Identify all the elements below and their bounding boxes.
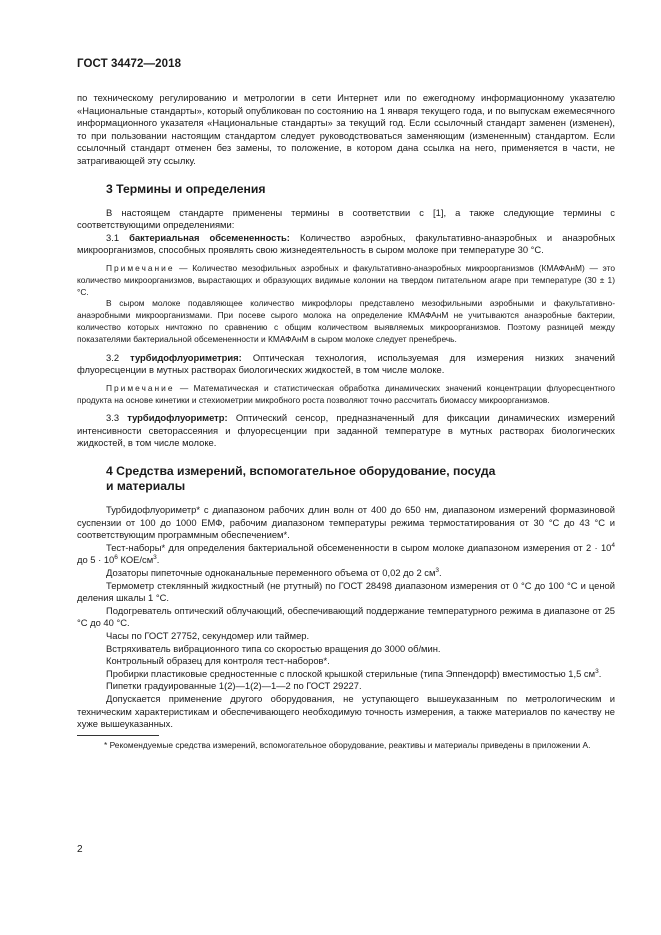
- text: .: [439, 567, 442, 579]
- paragraph-heater: Подогреватель оптический облучающий, обеспечивающий поддержание температурного режима в диапазоне от 25 °С до 40 °С.: [77, 604, 615, 629]
- footnote-divider: [77, 735, 159, 736]
- paragraph-control-sample: Контрольный образец для контроля тест-наборов*.: [106, 655, 330, 667]
- footnote: * Рекомендуемые средства измерений, вспомогательное оборудование, реактивы и материалы приведены в приложении А.: [104, 739, 591, 750]
- paragraph-test-kits: [77, 542, 615, 567]
- section-4-heading: [77, 464, 615, 494]
- note-text: — Количество мезофильных аэробных и факультативно-анаэробных микроорганизмов (КМАФАнМ) — это количество микроорганизмов, вырастающих и образующих видимые колонии на твердом питательном агаре при температуре (30 ± 1) °С.: [77, 262, 616, 297]
- exponent: 4: [611, 541, 615, 549]
- term-3-3: [77, 412, 615, 450]
- term-number: 3.1: [106, 231, 120, 243]
- paragraph-pipettes: Пипетки градуированные 1(2)—1(2)—1—2 по ГОСТ 29227.: [106, 680, 362, 692]
- text: .: [598, 667, 602, 679]
- paragraph-dispensers: [77, 567, 615, 580]
- exponent: 3: [153, 554, 157, 562]
- term-definition: Количество аэробных, факультативно-анаэробных и анаэробных микроорганизмов, способных проявлять свою жизнедеятельность в сыром молоке при температуре 30 °С.: [77, 231, 616, 256]
- heading-line-2: и материалы: [106, 479, 186, 494]
- term-definition: Оптический сенсор, предназначенный для фиксации динамических измерений интенсивности светорассеяния и флуоресценции при заданной температуре в мутных растворах биологических жидкостей, в том числе молоке.: [77, 412, 616, 449]
- section-3-heading: 3 Термины и определения: [106, 181, 266, 196]
- term-3-1: [77, 232, 615, 257]
- term-name: бактериальная обсемененность:: [129, 231, 290, 243]
- note-3-1-continuation: В сыром молоке подавляющее количество микрофлоры представлено мезофильными аэробными и факультативно-анаэробными микроорганизмами. При посеве сырого молока на определение КМАФАнМ не учитываются анаэробные бактерии, количество которых ничтожно по сравнению с общим количеством выявляемых микроорганизмов. Поэтому разницей между показателями бактериальной обсемененности и КМАФАнМ в сыром молоке следует пренебречь.: [77, 298, 615, 344]
- text: Пробирки пластиковые средностенные с плоской крышкой стерильные (типа Эппендорф) вместимостью 1,5 см: [106, 667, 596, 679]
- exponent: 3: [595, 667, 599, 675]
- paragraph-alternatives: Допускается применение другого оборудования, не уступающего вышеуказанным по метрологическим и техническим характеристикам и обеспечивающего необходимую точность измерения, а также материалов по качеству не хуже вышеуказанных.: [77, 692, 615, 730]
- text: Тест-наборы* для определения бактериальной обсемененности в сыром молоке диапазоном измерения от 2 · 10: [106, 541, 612, 553]
- term-3-2: [77, 352, 615, 377]
- note-label: Примечание: [106, 262, 175, 273]
- term-number: 3.2: [106, 351, 120, 363]
- term-number: 3.3: [106, 412, 120, 424]
- paragraph-turbidofluorimeter: Турбидофлуориметр* с диапазоном рабочих длин волн от 400 до 650 нм, диапазоном измерений формазиновой суспензии от 100 до 1000 ЕМФ, рабочим диапазоном температуры режима термостатирования от 30 °С до 43 °С и соответствующим программным обеспечением*.: [77, 504, 615, 541]
- term-name: турбидофлуориметр:: [127, 412, 228, 424]
- term-name: турбидофлуориметрия:: [130, 351, 242, 363]
- document-body: [77, 92, 615, 752]
- document-header: ГОСТ 34472—2018: [77, 58, 182, 70]
- intro-paragraph: по техническому регулированию и метрологии в сети Интернет или по ежегодному информационному указателю «Национальные стандарты», который опубликован по состоянию на 1 января текущего года, и по выпускам ежемесячного информационного указателя «Национальные стандарты» за текущий год. Если ссылочный стандарт заменен (изменен), то при пользовании настоящим стандартом следует руководствоваться заменяющим (измененным) стандартом. Если ссылочный стандарт отменен без замены, то положение, в котором дана ссылка на него, применяется в части, не затрагивающей эту ссылку.: [77, 92, 615, 166]
- note-label: Примечание: [106, 382, 175, 393]
- text: Дозаторы пипеточные одноканальные переменного объема от 0,02 до 2 см: [106, 567, 436, 579]
- exponent: 6: [114, 554, 118, 562]
- exponent: 3: [435, 566, 440, 574]
- text: до 5 · 10: [77, 554, 115, 566]
- text: .: [156, 554, 160, 566]
- term-definition: Оптическая технология, используемая для измерения низких значений флуоресценции в мутных растворах биологических жидкостей, в том числе молоке.: [77, 351, 616, 376]
- section-3-intro: В настоящем стандарте применены термины в соответствии с [1], а также следующие термины с соответствующими определениями:: [77, 206, 615, 231]
- note-text: — Математическая и статистическая обработка динамических значений концентрации флуоресцентного продукта на основе кинетики и стехиометрии микробного роста позволяют точно рассчитать биомассу микроорганизмов.: [77, 382, 615, 405]
- note-3-1: [77, 263, 615, 298]
- paragraph-tubes: [77, 668, 615, 681]
- note-3-2: [77, 383, 615, 407]
- paragraph-clock: Часы по ГОСТ 27752, секундомер или таймер.: [106, 630, 310, 642]
- page-number: 2: [77, 844, 83, 855]
- text: КОЕ/см: [117, 554, 154, 566]
- paragraph-thermometer: Термометр стеклянный жидкостный (не ртутный) по ГОСТ 28498 диапазоном измерения от 0 °С до 100 °С и ценой деления шкалы 1 °С.: [77, 579, 615, 604]
- paragraph-shaker: Встряхиватель вибрационного типа со скоростью вращения до 3000 об/мин.: [106, 642, 441, 654]
- heading-line-1: 4 Средства измерений, вспомогательное оборудование, посуда: [106, 464, 496, 479]
